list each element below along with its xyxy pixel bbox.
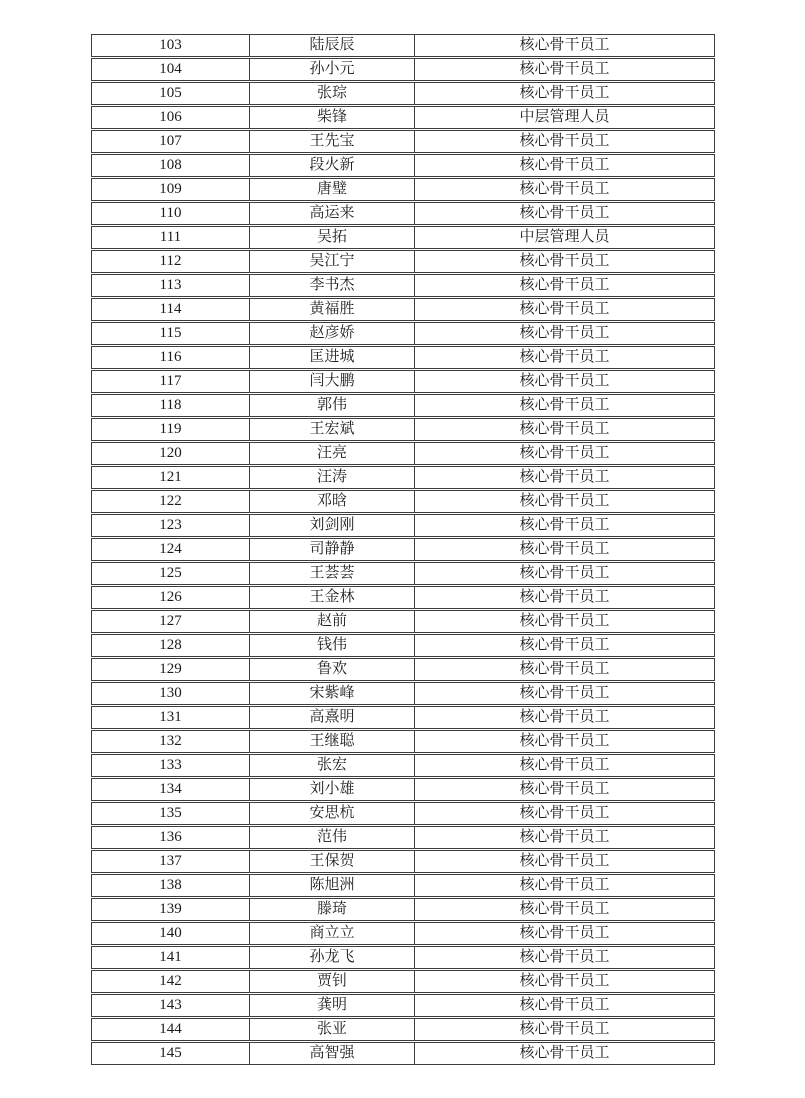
table-row [91,538,715,561]
employee-category-cell: 核心骨干员工 [415,514,715,537]
row-number-cell: 142 [91,970,250,993]
employee-category-cell: 核心骨干员工 [415,730,715,753]
employee-category-cell: 核心骨干员工 [415,442,715,465]
table-row [91,466,715,489]
table-row [91,106,715,129]
employee-name-cell: 段火新 [250,154,415,177]
row-number-cell: 119 [91,418,250,441]
row-number-cell: 103 [91,34,250,57]
row-number-cell: 104 [91,58,250,81]
table-row [91,994,715,1017]
employee-category-cell: 核心骨干员工 [415,322,715,345]
employee-category-cell: 核心骨干员工 [415,394,715,417]
table-row [91,898,715,921]
employee-name-cell: 王宏斌 [250,418,415,441]
employee-category-cell: 核心骨干员工 [415,370,715,393]
employee-category-cell: 中层管理人员 [415,106,715,129]
employee-name-cell: 张亚 [250,1018,415,1041]
employee-category-cell: 核心骨干员工 [415,538,715,561]
employee-category-cell: 核心骨干员工 [415,874,715,897]
employee-name-cell: 吴拓 [250,226,415,249]
employee-name-cell: 邓晗 [250,490,415,513]
table-row [91,418,715,441]
row-number-cell: 113 [91,274,250,297]
table-row [91,442,715,465]
table-row [91,154,715,177]
table-row [91,394,715,417]
employee-name-cell: 安思杭 [250,802,415,825]
row-number-cell: 139 [91,898,250,921]
employee-name-cell: 柴锋 [250,106,415,129]
employee-name-cell: 陆辰辰 [250,34,415,57]
row-number-cell: 112 [91,250,250,273]
table-row [91,850,715,873]
table-row [91,754,715,777]
employee-name-cell: 高智强 [250,1042,415,1065]
row-number-cell: 134 [91,778,250,801]
row-number-cell: 117 [91,370,250,393]
employee-name-cell: 张宏 [250,754,415,777]
row-number-cell: 126 [91,586,250,609]
employee-category-cell: 核心骨干员工 [415,562,715,585]
table-row [91,322,715,345]
row-number-cell: 114 [91,298,250,321]
employee-name-cell: 赵彦娇 [250,322,415,345]
employee-name-cell: 孙小元 [250,58,415,81]
row-number-cell: 137 [91,850,250,873]
employee-name-cell: 王保贺 [250,850,415,873]
employee-name-cell: 赵前 [250,610,415,633]
row-number-cell: 108 [91,154,250,177]
employee-name-cell: 刘小雄 [250,778,415,801]
employee-category-cell: 核心骨干员工 [415,34,715,57]
employee-category-cell: 核心骨干员工 [415,466,715,489]
row-number-cell: 106 [91,106,250,129]
employee-name-cell: 王继聪 [250,730,415,753]
row-number-cell: 130 [91,682,250,705]
table-row [91,778,715,801]
employee-name-cell: 司静静 [250,538,415,561]
row-number-cell: 132 [91,730,250,753]
employee-category-cell: 中层管理人员 [415,226,715,249]
employee-name-cell: 汪涛 [250,466,415,489]
table-row [91,1042,715,1065]
row-number-cell: 144 [91,1018,250,1041]
table-row [91,346,715,369]
row-number-cell: 123 [91,514,250,537]
employee-category-cell: 核心骨干员工 [415,346,715,369]
employee-category-cell: 核心骨干员工 [415,250,715,273]
employee-name-cell: 王金林 [250,586,415,609]
employee-name-cell: 高熹明 [250,706,415,729]
employee-category-cell: 核心骨干员工 [415,178,715,201]
row-number-cell: 135 [91,802,250,825]
employee-category-cell: 核心骨干员工 [415,778,715,801]
employee-name-cell: 商立立 [250,922,415,945]
row-number-cell: 128 [91,634,250,657]
row-number-cell: 120 [91,442,250,465]
employee-name-cell: 汪亮 [250,442,415,465]
employee-category-cell: 核心骨干员工 [415,922,715,945]
table-row [91,130,715,153]
table-row [91,802,715,825]
employee-category-cell: 核心骨干员工 [415,634,715,657]
employee-category-cell: 核心骨干员工 [415,994,715,1017]
row-number-cell: 133 [91,754,250,777]
row-number-cell: 138 [91,874,250,897]
table-row [91,34,715,57]
employee-category-cell: 核心骨干员工 [415,154,715,177]
table-row [91,226,715,249]
row-number-cell: 143 [91,994,250,1017]
row-number-cell: 122 [91,490,250,513]
employee-name-cell: 刘剑刚 [250,514,415,537]
table-row [91,250,715,273]
table-row [91,682,715,705]
row-number-cell: 109 [91,178,250,201]
employee-category-cell: 核心骨干员工 [415,490,715,513]
employee-name-cell: 吴江宁 [250,250,415,273]
employee-category-cell: 核心骨干员工 [415,58,715,81]
row-number-cell: 127 [91,610,250,633]
employee-category-cell: 核心骨干员工 [415,754,715,777]
employee-name-cell: 高运来 [250,202,415,225]
employee-category-cell: 核心骨干员工 [415,610,715,633]
row-number-cell: 145 [91,1042,250,1065]
table-row [91,874,715,897]
employee-name-cell: 贾钊 [250,970,415,993]
employee-category-cell: 核心骨干员工 [415,1042,715,1065]
employee-name-cell: 鲁欢 [250,658,415,681]
row-number-cell: 111 [91,226,250,249]
employee-name-cell: 黄福胜 [250,298,415,321]
employee-table [91,33,715,1066]
table-row [91,586,715,609]
employee-name-cell: 钱伟 [250,634,415,657]
table-row [91,202,715,225]
table-row [91,298,715,321]
row-number-cell: 136 [91,826,250,849]
employee-category-cell: 核心骨干员工 [415,682,715,705]
row-number-cell: 110 [91,202,250,225]
table-row [91,826,715,849]
employee-name-cell: 滕琦 [250,898,415,921]
employee-name-cell: 宋紫峰 [250,682,415,705]
row-number-cell: 140 [91,922,250,945]
employee-category-cell: 核心骨干员工 [415,274,715,297]
employee-category-cell: 核心骨干员工 [415,706,715,729]
row-number-cell: 105 [91,82,250,105]
row-number-cell: 107 [91,130,250,153]
table-row [91,946,715,969]
table-row [91,370,715,393]
row-number-cell: 141 [91,946,250,969]
row-number-cell: 125 [91,562,250,585]
row-number-cell: 118 [91,394,250,417]
table-row [91,970,715,993]
employee-name-cell: 王荟荟 [250,562,415,585]
table-row [91,1018,715,1041]
employee-name-cell: 孙龙飞 [250,946,415,969]
table-row [91,730,715,753]
employee-category-cell: 核心骨干员工 [415,970,715,993]
employee-name-cell: 王先宝 [250,130,415,153]
employee-category-cell: 核心骨干员工 [415,802,715,825]
row-number-cell: 129 [91,658,250,681]
employee-category-cell: 核心骨干员工 [415,418,715,441]
employee-category-cell: 核心骨干员工 [415,826,715,849]
table-row [91,658,715,681]
row-number-cell: 116 [91,346,250,369]
employee-name-cell: 范伟 [250,826,415,849]
employee-category-cell: 核心骨干员工 [415,898,715,921]
employee-category-cell: 核心骨干员工 [415,946,715,969]
table-row [91,178,715,201]
table-row [91,634,715,657]
employee-name-cell: 闫大鹏 [250,370,415,393]
employee-list-page [91,33,715,1066]
table-row [91,922,715,945]
table-row [91,562,715,585]
table-row [91,514,715,537]
row-number-cell: 121 [91,466,250,489]
employee-name-cell: 李书杰 [250,274,415,297]
table-row [91,706,715,729]
employee-category-cell: 核心骨干员工 [415,82,715,105]
table-row [91,490,715,513]
employee-category-cell: 核心骨干员工 [415,298,715,321]
employee-category-cell: 核心骨干员工 [415,586,715,609]
table-row [91,82,715,105]
table-row [91,610,715,633]
employee-name-cell: 龚明 [250,994,415,1017]
employee-category-cell: 核心骨干员工 [415,658,715,681]
employee-category-cell: 核心骨干员工 [415,850,715,873]
table-row [91,274,715,297]
employee-name-cell: 唐璧 [250,178,415,201]
employee-table-body [91,34,715,1065]
table-row [91,58,715,81]
employee-category-cell: 核心骨干员工 [415,130,715,153]
row-number-cell: 115 [91,322,250,345]
employee-name-cell: 郭伟 [250,394,415,417]
employee-name-cell: 张琮 [250,82,415,105]
employee-name-cell: 陈旭洲 [250,874,415,897]
row-number-cell: 124 [91,538,250,561]
row-number-cell: 131 [91,706,250,729]
employee-name-cell: 匡进城 [250,346,415,369]
employee-category-cell: 核心骨干员工 [415,1018,715,1041]
employee-category-cell: 核心骨干员工 [415,202,715,225]
